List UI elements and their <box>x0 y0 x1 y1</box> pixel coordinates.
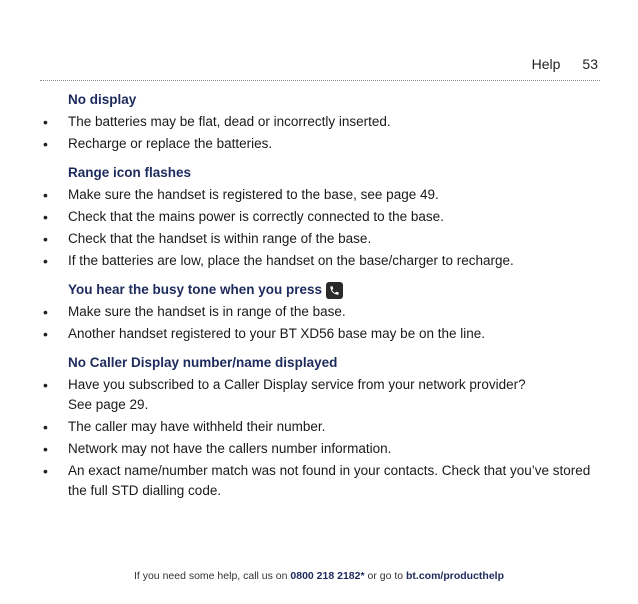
footer-middle: or go to <box>367 570 404 582</box>
section-heading: No display <box>68 92 137 107</box>
section-heading: No Caller Display number/name displayed <box>68 355 338 370</box>
page-number: 53 <box>582 56 598 72</box>
bullet-list <box>40 375 600 501</box>
section-heading: Range icon flashes <box>68 165 192 180</box>
list-item-text: Have you subscribed to a Caller Display service from your network provider? <box>68 377 526 392</box>
help-content <box>40 90 600 510</box>
list-item: • An exact name/number match was not found in your contacts. Check that you’ve stored the full STD dialling code. <box>40 461 600 501</box>
list-item: • Network may not have the callers number information. <box>40 439 600 459</box>
bullet-list <box>40 185 600 271</box>
footer-phone: 0800 218 2182* <box>290 570 365 582</box>
section-title: Help <box>531 56 561 72</box>
bullet-list <box>40 302 600 344</box>
page-footer <box>0 570 638 582</box>
list-item: • Make sure the handset is in range of the base. <box>40 302 600 322</box>
list-item: • Recharge or replace the batteries. <box>40 134 600 154</box>
section-no-display <box>40 90 600 154</box>
list-item-continuation: See page 29. <box>68 397 149 412</box>
footer-link[interactable]: bt.com/producthelp <box>406 570 505 582</box>
bullet-list <box>40 112 600 154</box>
footer-prefix: If you need some help, call us on <box>133 570 288 582</box>
section-heading-text: You hear the busy tone when you press <box>68 282 323 297</box>
list-item <box>40 375 600 415</box>
list-item: • The batteries may be flat, dead or incorrectly inserted. <box>40 112 600 132</box>
section-heading <box>68 280 600 300</box>
phone-icon <box>326 282 343 299</box>
list-item: • Check that the handset is within range of the base. <box>40 229 600 249</box>
list-item: • Another handset registered to your BT XD56 base may be on the line. <box>40 324 600 344</box>
section-caller-display <box>40 353 600 501</box>
list-item: • Check that the mains power is correctly connected to the base. <box>40 207 600 227</box>
section-range-icon <box>40 163 600 271</box>
list-item: • If the batteries are low, place the handset on the base/charger to recharge. <box>40 251 600 271</box>
header-divider <box>40 80 600 81</box>
page-header <box>532 56 598 72</box>
list-item: • Make sure the handset is registered to the base, see page 49. <box>40 185 600 205</box>
list-item: • The caller may have withheld their number. <box>40 417 600 437</box>
section-busy-tone <box>40 280 600 344</box>
